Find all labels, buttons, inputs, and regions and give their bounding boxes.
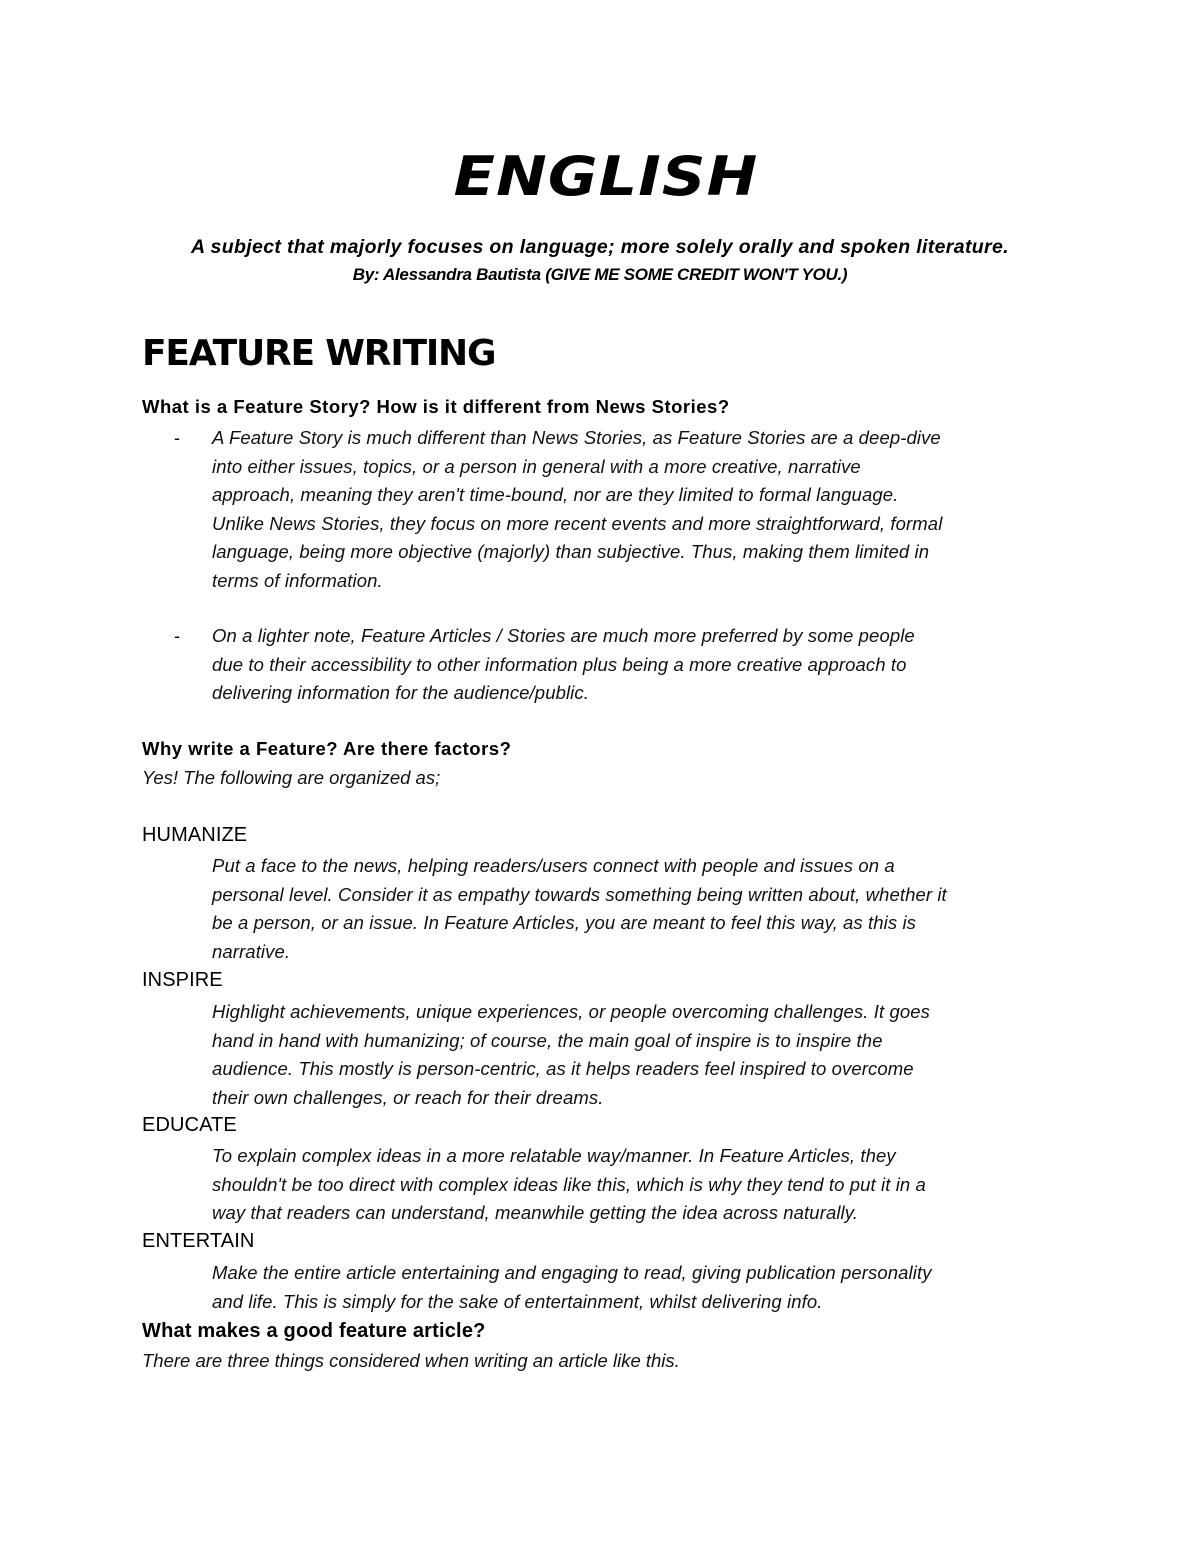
bullet-marker-2: - bbox=[174, 626, 180, 646]
factor-heading-humanize: HUMANIZE bbox=[142, 824, 248, 846]
question-heading-3: What makes a good feature article? bbox=[142, 1320, 486, 1342]
bullet-paragraph-1 bbox=[212, 424, 1092, 596]
text-line: hand in hand with humanizing; of course, the main goal of inspire is to inspire the bbox=[212, 1029, 883, 1051]
answer-text-3: There are three things considered when writing an article like this. bbox=[142, 1350, 680, 1371]
factor-text-humanize bbox=[212, 852, 1092, 966]
factor-text-inspire bbox=[212, 998, 1092, 1112]
text-line: approach, meaning they aren't time-bound, nor are they limited to formal language. bbox=[212, 484, 899, 506]
text-line: shouldn't be too direct with complex ideas like this, which is why they tend to put it in a bbox=[212, 1173, 926, 1195]
factor-heading-entertain: ENTERTAIN bbox=[142, 1230, 255, 1252]
text-line: A Feature Story is much different than News Stories, as Feature Stories are a deep-dive bbox=[212, 427, 941, 448]
question-heading-2: Why write a Feature? Are there factors? bbox=[142, 738, 512, 759]
factor-heading-educate: EDUCATE bbox=[142, 1114, 237, 1136]
bullet-marker-1: - bbox=[174, 428, 180, 448]
section-heading: FEATURE WRITING bbox=[142, 333, 496, 374]
bullet-paragraph-2 bbox=[212, 622, 1092, 708]
factor-heading-inspire: INSPIRE bbox=[142, 969, 223, 991]
text-line: and life. This is simply for the sake of entertainment, whilst delivering info. bbox=[212, 1290, 823, 1312]
factor-text-educate bbox=[212, 1142, 1092, 1228]
document-subtitle: A subject that majorly focuses on language; more solely orally and spoken literature. bbox=[191, 236, 1009, 258]
document-title: ENGLISH bbox=[453, 145, 759, 208]
text-line: their own challenges, or reach for their dreams. bbox=[212, 1086, 604, 1108]
text-line: Put a face to the news, helping readers/users connect with people and issues on a bbox=[212, 855, 895, 876]
text-line: Make the entire article entertaining and engaging to read, giving publication personality bbox=[212, 1262, 932, 1283]
text-line: due to their accessibility to other information plus being a more creative approach to bbox=[212, 653, 907, 675]
factor-text-entertain bbox=[212, 1259, 1092, 1316]
text-line: audience. This mostly is person-centric, as it helps readers feel inspired to overcome bbox=[212, 1058, 914, 1080]
text-line: To explain complex ideas in a more relatable way/manner. In Feature Articles, they bbox=[212, 1145, 896, 1166]
answer-text-2: Yes! The following are organized as; bbox=[142, 767, 441, 788]
text-line: delivering information for the audience/public. bbox=[212, 682, 589, 704]
text-line: personal level. Consider it as empathy towards something being written about, whether it bbox=[212, 883, 947, 905]
text-line: into either issues, topics, or a person in general with a more creative, narrative bbox=[212, 455, 861, 477]
text-line: be a person, or an issue. In Feature Articles, you are meant to feel this way, as this is bbox=[212, 912, 917, 934]
text-line: language, being more objective (majorly) than subjective. Thus, making them limited in bbox=[212, 541, 930, 563]
text-line: way that readers can understand, meanwhile getting the idea across naturally. bbox=[212, 1202, 858, 1224]
text-line: terms of information. bbox=[212, 569, 383, 591]
text-line: On a lighter note, Feature Articles / Stories are much more preferred by some people bbox=[212, 625, 915, 646]
author-byline: By: Alessandra Bautista (GIVE ME SOME CREDIT WON'T YOU.) bbox=[352, 265, 848, 284]
question-heading-1: What is a Feature Story? How is it different from News Stories? bbox=[142, 396, 730, 417]
text-line: Unlike News Stories, they focus on more recent events and more straightforward, formal bbox=[212, 512, 943, 534]
text-line: Highlight achievements, unique experiences, or people overcoming challenges. It goes bbox=[212, 1001, 930, 1022]
text-line: narrative. bbox=[212, 940, 291, 962]
